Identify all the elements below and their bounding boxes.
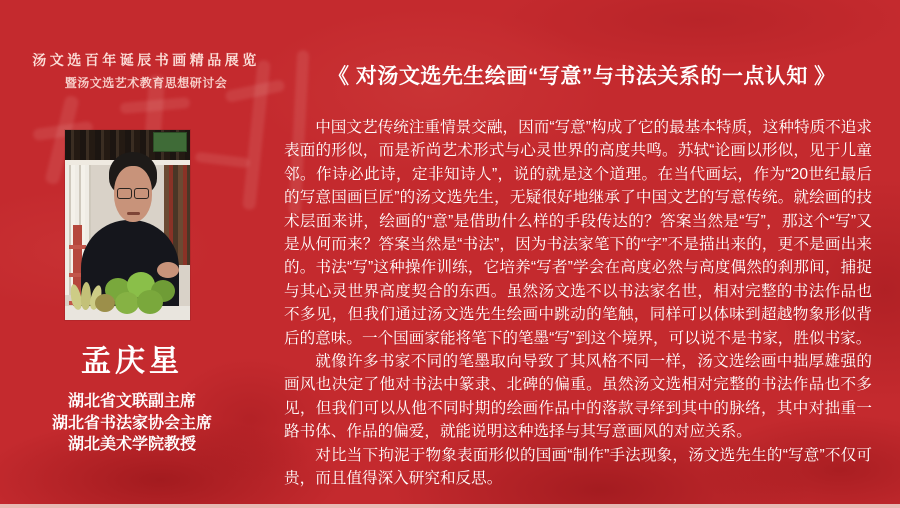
article-body <box>284 116 872 491</box>
speaker-title-2: 湖北省书法家协会主席 <box>51 414 212 432</box>
speaker-hand <box>157 262 179 278</box>
article-paragraph-2: 就像许多书家不同的笔墨取向导致了其风格不同一样，汤文选绘画中拙厚雄强的画风也决定了他对书法中篆隶、北碑的偏重。虽然汤文选相对完整的书法作品也不多见，但我们可以从他不同时期的绘画作品中的落款寻绎到其中的脉络，其中对拙重一路书体、作品的偏爱，就能说明这种选择与其写意画风的对应关系。 <box>284 353 872 441</box>
event-title-line1: 汤文选百年诞辰书画精品展览 <box>32 52 260 68</box>
glasses-left-lens <box>117 188 132 199</box>
speaker-mouth <box>127 212 140 215</box>
speaker-title-3: 湖北美术学院教授 <box>67 436 196 453</box>
event-header <box>30 50 262 91</box>
event-title-line2: 暨汤文选艺术教育思想研讨会 <box>64 76 228 90</box>
speaker-titles <box>2 391 262 456</box>
article-paragraph-1: 中国文艺传统注重情景交融，因而“写意”构成了它的最基本特质，这种特质不追求表面的形似，而是祈尚艺术形式与心灵世界的高度共鸣。苏轼“论画以形似，见于儿童邻。作诗必此诗，定非知诗人”，说的就是这个道理。在当代画坛，作为“20世纪最后的写意国画巨匠”的汤文选先生，无疑很好地继承了中国文艺的写意传统。就绘画的技术层面来讲，绘画的“意”是借助什么样的手段传达的？答案当然是“写”，那这个“写”又是从何而来？答案当然是“书法”，因为书法家笔下的“字”不是描出来的，更不是画出来的。书法“写”这种操作训练，它培养“写者”学会在高度必然与高度偶然的刹那间，捕捉与其心灵世界高度契合的东西。虽然汤文选不以书法家名世，相对完整的书法作品也不多见，但我们通过汤文选先生绘画中跳动的笔触，同样可以体味到超越物象形似背后的意味。一个国画家能将笔下的笔墨“写”到这个境界，可以说不是书家，胜似书家。 <box>284 119 872 347</box>
bottom-light-edge <box>0 504 900 508</box>
brush-stroke <box>120 97 191 114</box>
speaker-glasses <box>117 188 149 198</box>
article-title: 《 对汤文选先生绘画“写意”与书法关系的一点认知 》 <box>328 65 836 88</box>
glasses-right-lens <box>134 188 149 199</box>
brush-stroke <box>195 152 251 169</box>
speaker-photo <box>65 130 190 320</box>
green-box-on-shelf <box>153 132 187 152</box>
speaker-name: 孟庆星 <box>81 345 183 378</box>
article-paragraph-3: 对比当下拘泥于物象表面形似的国画“制作”手法现象，汤文选先生的“写意”不仅可贵，而且值得深入研究和反思。 <box>284 446 872 488</box>
speaker-title-1: 湖北省文联副主席 <box>67 393 196 410</box>
